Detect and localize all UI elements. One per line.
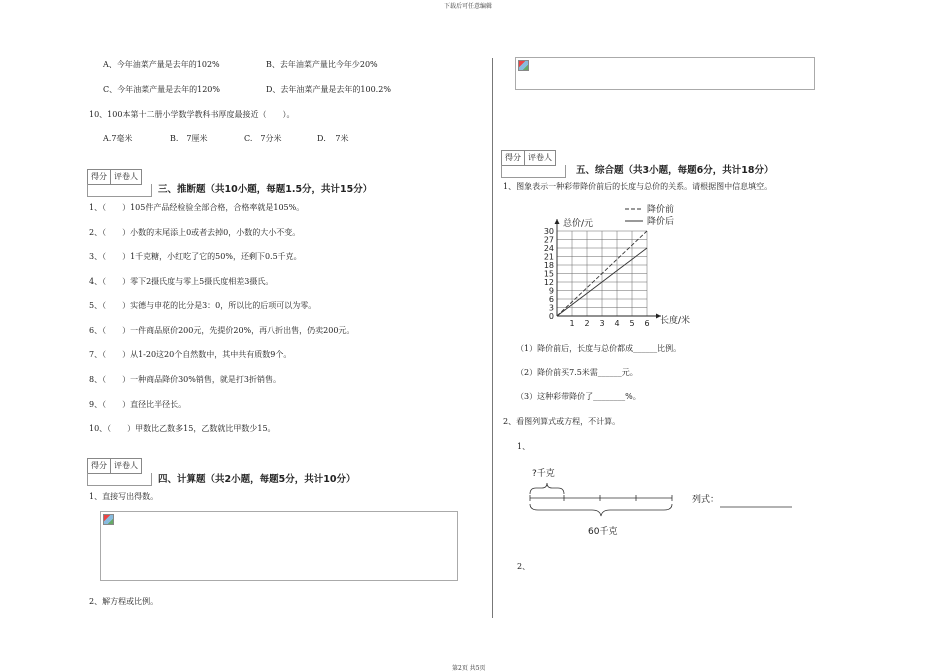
- y-tick-label: 27: [543, 235, 554, 245]
- section-4-title: 四、计算题（共2小题，每题5分，共计10分）: [158, 474, 356, 485]
- x-tick-label: 3: [599, 319, 605, 328]
- choice-d: D、去年油菜产量是去年的100.2%: [266, 85, 391, 94]
- calc-question-1: 1、直接写出得数。: [89, 492, 159, 501]
- comprehensive-q1: 1、图象表示一种彩带降价前后的长度与总价的关系。请根据图中信息填空。: [503, 182, 773, 191]
- legend-label: 降价前: [647, 205, 675, 215]
- image-placeholder-top: [515, 57, 815, 90]
- grader-label: 评卷人: [114, 461, 138, 470]
- y-tick-label: 3: [548, 303, 554, 313]
- y-tick-label: 30: [543, 227, 554, 236]
- score-box-5: [501, 150, 556, 166]
- section-3-title: 三、推断题（共10小题，每题1.5分，共计15分）: [158, 184, 373, 195]
- judgement-7: 7、（ ）从1-20这20个自然数中，其中共有质数9个。: [89, 350, 292, 359]
- x-tick-label: 1: [569, 319, 575, 328]
- choice-c: C、今年油菜产量是去年的120%: [103, 85, 220, 94]
- q1-part-2: （2）降价前买7.5米需______元。: [516, 368, 638, 377]
- score-input[interactable]: [87, 184, 152, 197]
- page-number: 第2页 共5页: [452, 665, 486, 672]
- judgement-8: 8、（ ）一种商品降价30%销售，就是打3折销售。: [89, 375, 281, 384]
- legend-label: 降价后: [647, 217, 675, 227]
- score-label: 得分: [88, 170, 111, 184]
- question-10: 10、100本第十二册小学数学教科书厚度最接近（ ）。: [89, 110, 295, 119]
- score-input-4[interactable]: [87, 473, 152, 486]
- y-axis-arrow: [555, 219, 560, 224]
- score-label: 得分: [88, 459, 111, 473]
- choice-a: A、今年油菜产量是去年的102%: [103, 60, 220, 69]
- formula-label: 列式：: [692, 495, 720, 505]
- q2-sub-2: 2、: [517, 562, 531, 571]
- comprehensive-q2: 2、看图列算式或方程，不计算。: [503, 417, 621, 426]
- calc-question-2: 2、解方程或比例。: [89, 597, 159, 606]
- y-tick-label: 21: [543, 252, 554, 262]
- q2-sub-1: 1、: [517, 442, 531, 451]
- judgement-4: 4、（ ）零下2摄氏度与零上5摄氏度相差3摄氏。: [89, 277, 274, 286]
- choice-b: B、去年油菜产量比今年少20%: [266, 60, 378, 69]
- diagram-top-label: ?千克: [532, 469, 555, 479]
- y-tick-label: 9: [548, 286, 554, 296]
- q10-option-c: C. 7分米: [244, 134, 282, 143]
- judgement-5: 5、（ ）实德与申花的比分是3：0，所以比的后项可以为零。: [89, 301, 317, 310]
- section-5-title: 五、综合题（共3小题，每题6分，共计18分）: [576, 165, 774, 176]
- score-box: [87, 169, 142, 185]
- score-input-5[interactable]: [501, 165, 566, 178]
- grader-label: 评卷人: [528, 153, 552, 162]
- chart-xlabel: 长度/米: [660, 316, 691, 326]
- segment-diagram: [520, 462, 810, 542]
- column-divider: [492, 58, 493, 618]
- y-tick-label: 6: [548, 295, 554, 304]
- judgement-3: 3、（ ）1千克糖，小红吃了它的50%，还剩下0.5千克。: [89, 252, 302, 261]
- bottom-brace: [530, 504, 672, 516]
- y-tick-label: 15: [543, 269, 554, 279]
- judgement-1: 1、（ ）105件产品经检验全部合格，合格率就是105%。: [89, 203, 305, 212]
- broken-image-icon: [103, 514, 114, 525]
- x-tick-label: 4: [614, 319, 620, 328]
- header-note: 下载后可任意编辑: [444, 3, 493, 10]
- top-brace: [530, 483, 564, 494]
- q1-part-3: （3）这种彩带降价了________%。: [516, 392, 641, 401]
- q1-part-1: （1）降价前后，长度与总价都成______比例。: [516, 344, 682, 353]
- y-tick-label: 24: [543, 244, 554, 253]
- score-box-4: [87, 458, 142, 474]
- judgement-9: 9、（ ）直径比半径长。: [89, 400, 187, 409]
- x-tick-label: 6: [644, 319, 650, 328]
- judgement-10: 10、（ ）甲数比乙数多15，乙数就比甲数少15。: [89, 424, 276, 433]
- q10-option-b: B. 7厘米: [170, 134, 208, 143]
- chart-ylabel: 总价/元: [563, 219, 594, 229]
- judgement-6: 6、（ ）一件商品原价200元，先提价20%，再八折出售，仍卖200元。: [89, 326, 355, 335]
- x-tick-label: 5: [629, 319, 635, 328]
- q10-option-d: D． 7米: [317, 134, 349, 143]
- broken-image-icon: [518, 60, 529, 71]
- image-placeholder-calc: [100, 511, 458, 581]
- diagram-bottom-label: 60千克: [588, 527, 618, 537]
- price-length-chart: [535, 198, 710, 333]
- x-tick-label: 2: [584, 319, 590, 328]
- score-label: 得分: [502, 151, 525, 165]
- judgement-2: 2、（ ）小数的末尾添上0或者去掉0，小数的大小不变。: [89, 228, 301, 237]
- y-tick-label: 12: [543, 278, 554, 287]
- y-tick-label: 0: [548, 312, 554, 321]
- q10-option-a: A.7毫米: [103, 134, 133, 143]
- grader-label: 评卷人: [114, 172, 138, 181]
- y-tick-label: 18: [543, 261, 554, 270]
